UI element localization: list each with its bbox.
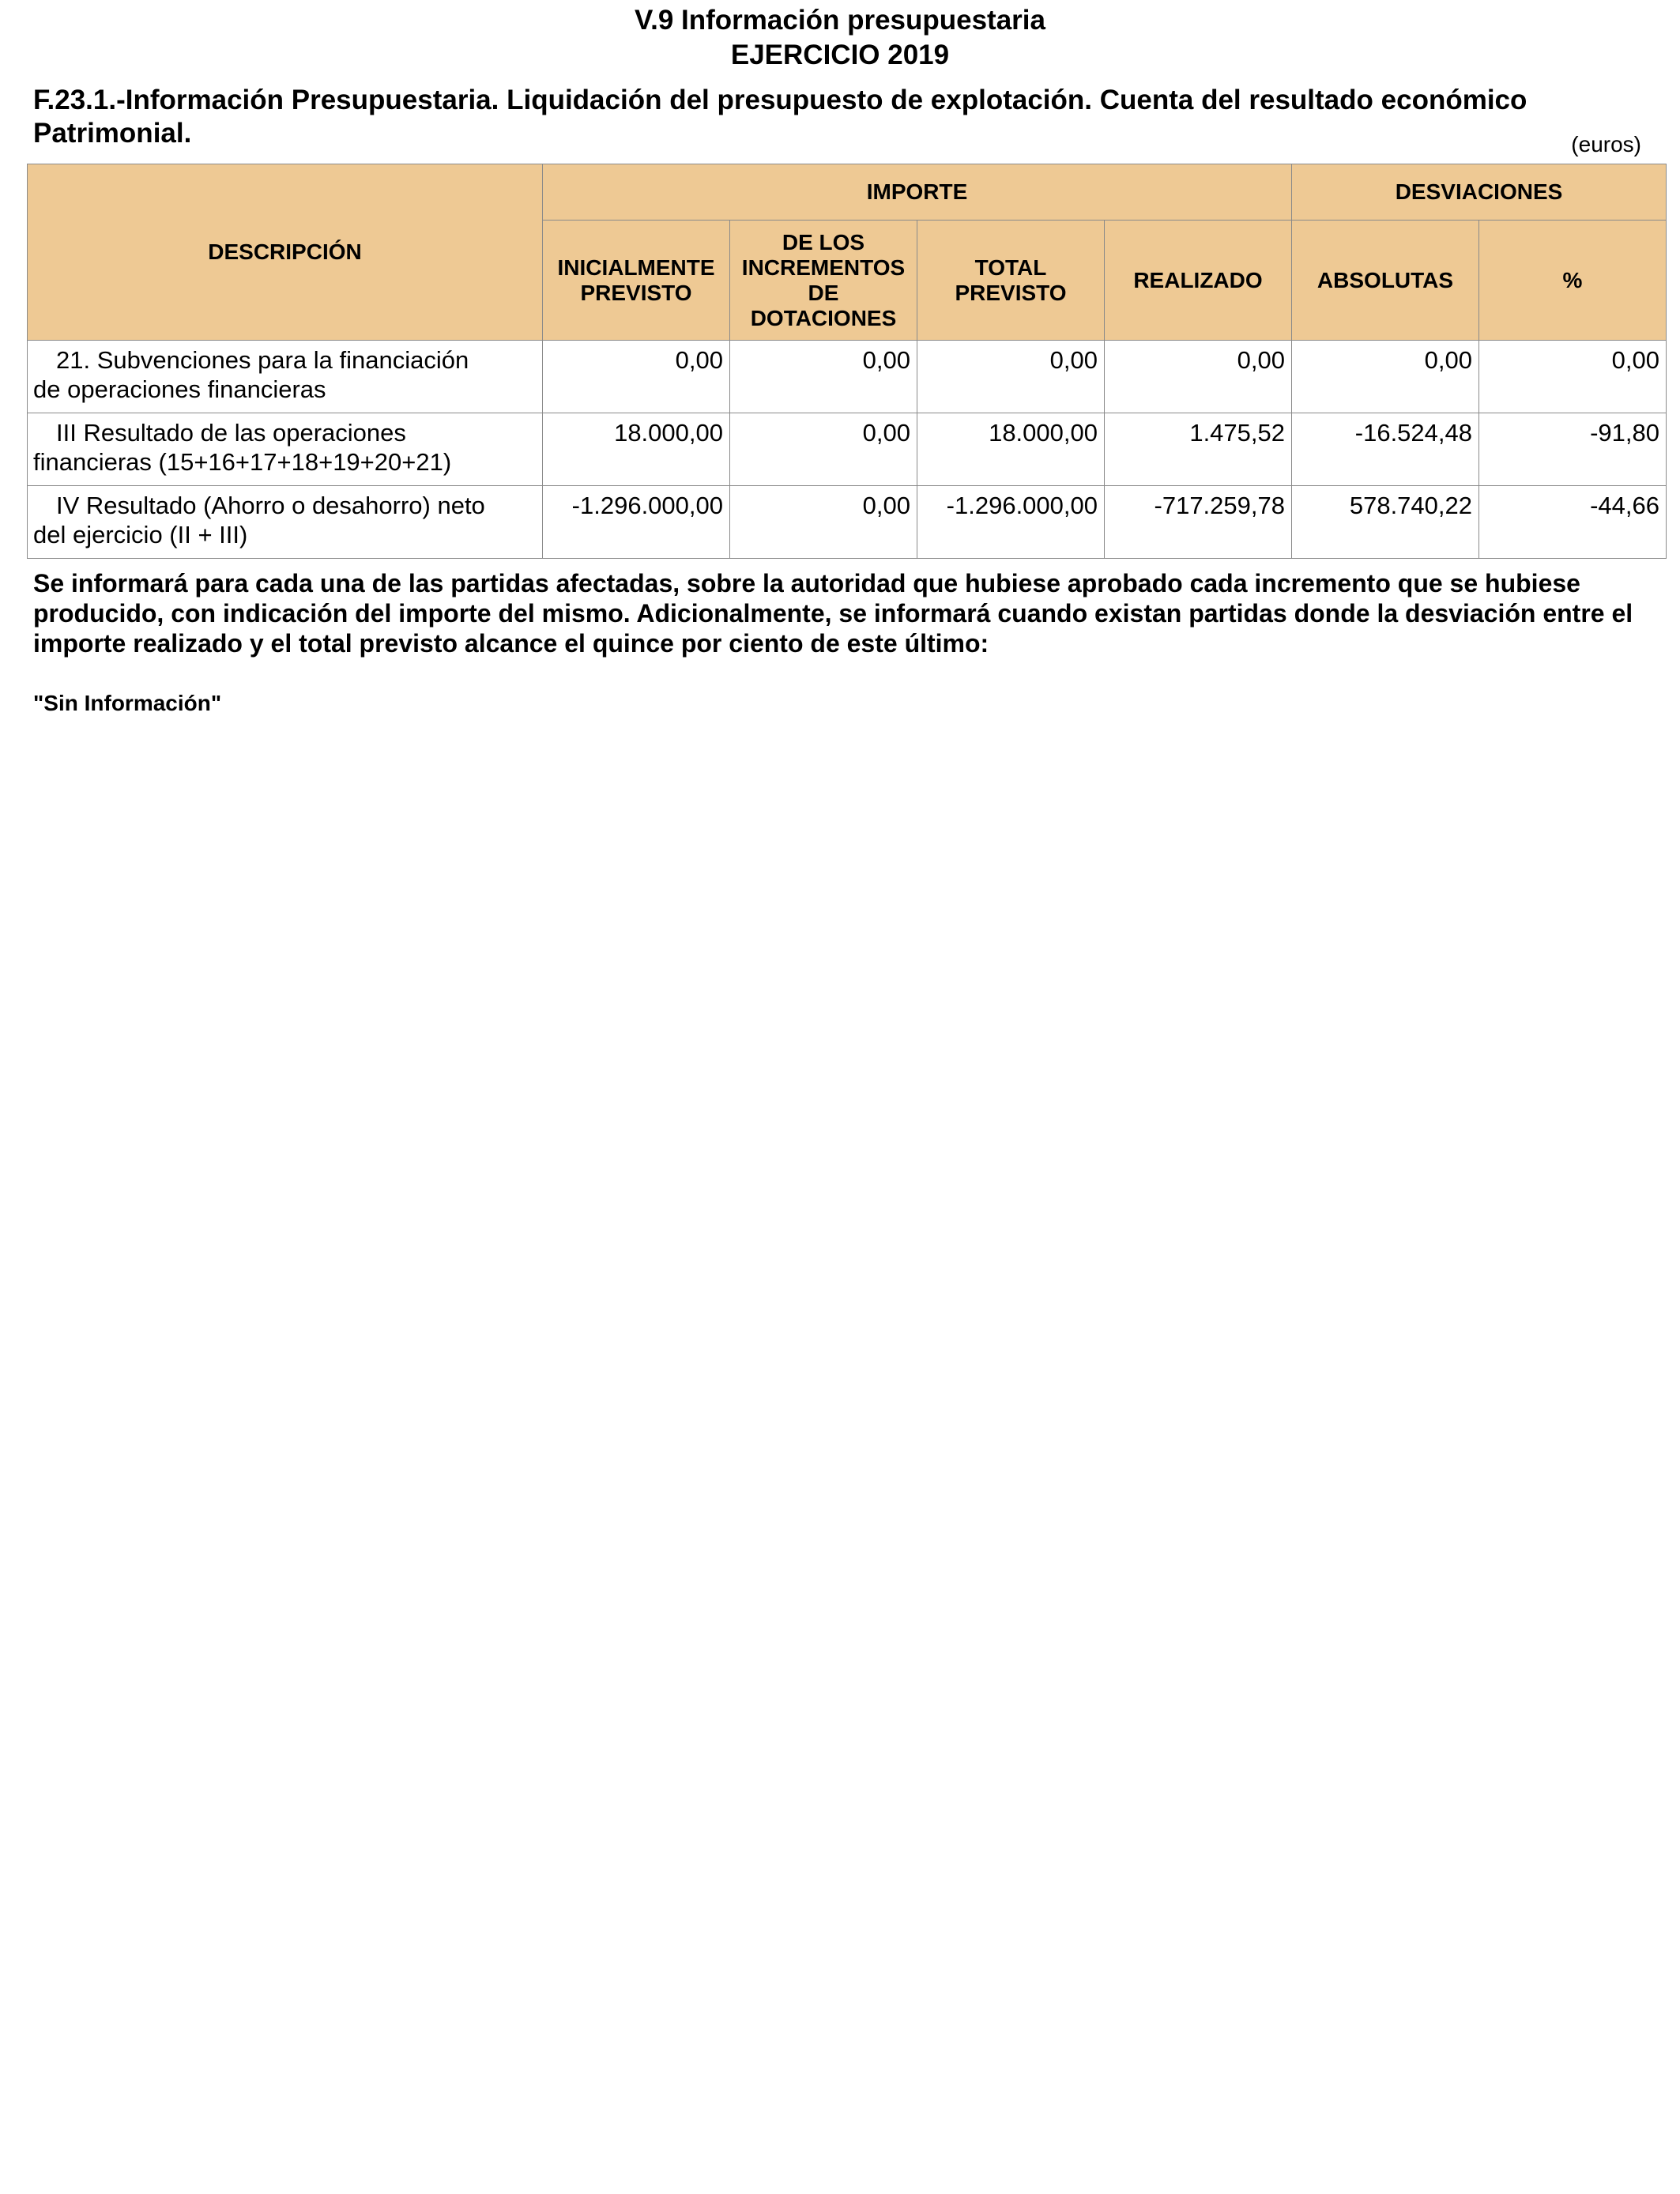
units-label: (euros) [1571, 132, 1641, 156]
cell-porcentaje: -91,80 [1479, 413, 1667, 486]
row-description: IV Resultado (Ahorro o desahorro) neto del ejercicio (II + III) [28, 486, 543, 559]
cell-porcentaje: -44,66 [1479, 486, 1667, 559]
cell-total-previsto: 18.000,00 [917, 413, 1105, 486]
cell-incrementos: 0,00 [730, 341, 917, 413]
cell-absolutas: 0,00 [1292, 341, 1479, 413]
col-header-inicialmente-previsto: INICIALMENTE PREVISTO [543, 221, 730, 341]
col-header-total-previsto: TOTAL PREVISTO [917, 221, 1105, 341]
header-row-groups [28, 164, 1667, 221]
row-description: III Resultado de las operaciones financieras (15+16+17+18+19+20+21) [28, 413, 543, 486]
no-information-label: "Sin Información" [33, 691, 222, 715]
cell-absolutas: -16.524,48 [1292, 413, 1479, 486]
table-row [28, 413, 1667, 486]
cell-realizado: 1.475,52 [1105, 413, 1292, 486]
cell-inicialmente-previsto: -1.296.000,00 [543, 486, 730, 559]
cell-absolutas: 578.740,22 [1292, 486, 1479, 559]
page-header [0, 3, 1680, 73]
table-row [28, 486, 1667, 559]
cell-porcentaje: 0,00 [1479, 341, 1667, 413]
cell-realizado: -717.259,78 [1105, 486, 1292, 559]
budget-table [27, 164, 1667, 559]
report-section-title: V.9 Información presupuestaria [635, 5, 1045, 36]
explanatory-note: Se informará para cada una de las partidas afectadas, sobre la autoridad que hubiese aprobado cada incremento que se hubiese producido, con indicación del importe del mismo. Adicionalmente, se informará cuando existan partidas donde la desviación entre el importe realizado y el total previsto alcance el quince por ciento de este último: [33, 569, 1633, 658]
cell-inicialmente-previsto: 0,00 [543, 341, 730, 413]
cell-inicialmente-previsto: 18.000,00 [543, 413, 730, 486]
row-description: 21. Subvenciones para la financiación de operaciones financieras [28, 341, 543, 413]
table-row [28, 341, 1667, 413]
col-header-desviaciones: DESVIACIONES [1292, 164, 1667, 221]
cell-incrementos: 0,00 [730, 486, 917, 559]
cell-total-previsto: -1.296.000,00 [917, 486, 1105, 559]
col-header-importe: IMPORTE [543, 164, 1292, 221]
col-header-absolutas: ABSOLUTAS [1292, 221, 1479, 341]
fiscal-year: EJERCICIO 2019 [730, 40, 950, 70]
col-header-realizado: REALIZADO [1105, 221, 1292, 341]
col-header-porcentaje: % [1479, 221, 1667, 341]
cell-incrementos: 0,00 [730, 413, 917, 486]
col-header-incrementos: DE LOS INCREMENTOS DE DOTACIONES [730, 221, 917, 341]
col-header-descripcion: DESCRIPCIÓN [28, 164, 543, 341]
section-title: F.23.1.-Información Presupuestaria. Liquidación del presupuesto de explotación. Cuenta del resultado económico Patrimonial. [33, 85, 1527, 149]
cell-total-previsto: 0,00 [917, 341, 1105, 413]
cell-realizado: 0,00 [1105, 341, 1292, 413]
